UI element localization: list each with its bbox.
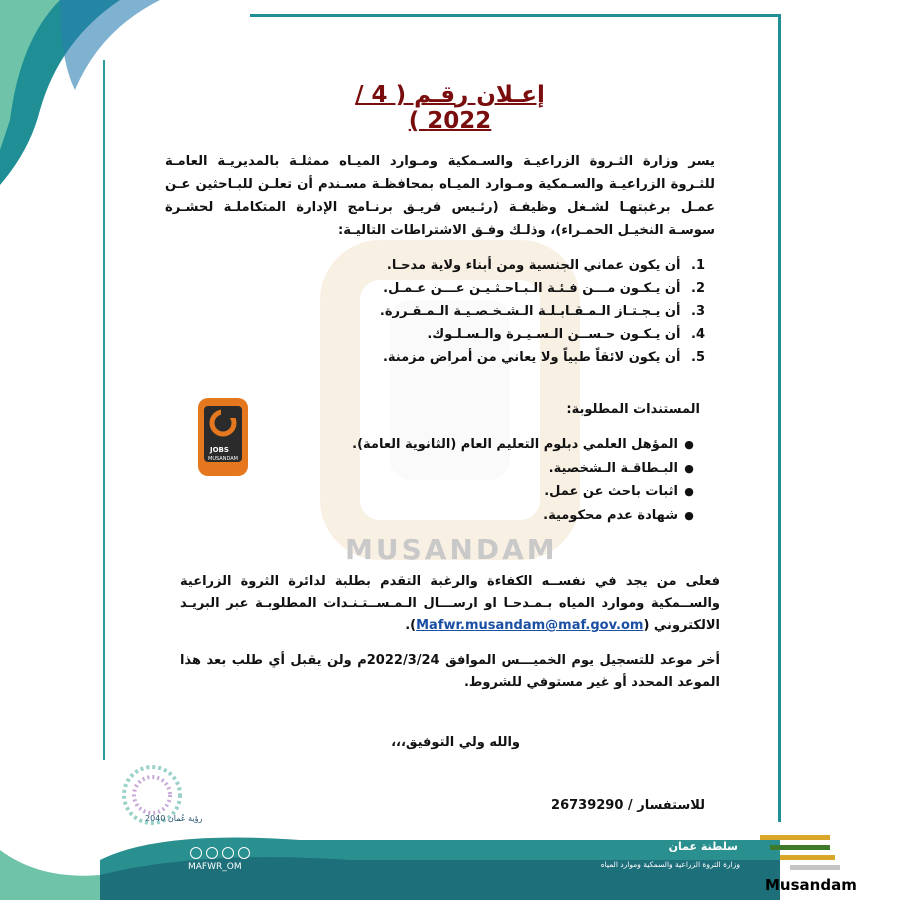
condition-text: أن يـجـتـاز الـمـقـابـلـة الـشـخـصـيـة الـمـقـررة. — [379, 304, 681, 319]
facebook-icon[interactable] — [238, 847, 250, 859]
social-icons — [190, 847, 250, 859]
jobs-musandam-badge — [198, 398, 248, 476]
application-paragraph — [180, 571, 720, 637]
sultanate-name: سلطنة عمان — [668, 840, 738, 853]
condition-number: 2. — [691, 281, 705, 296]
condition-number: 4. — [691, 327, 705, 342]
conditions-list — [205, 254, 705, 369]
bullet-icon: ● — [684, 438, 694, 451]
bullet-icon: ● — [684, 508, 694, 522]
document-text: شهادة عدم محكومية. — [543, 507, 678, 523]
email-link[interactable]: Mafwr.musandam@maf.gov.om — [416, 618, 644, 633]
condition-number: 3. — [691, 304, 705, 319]
document-item — [250, 433, 700, 457]
condition-item — [205, 277, 705, 300]
condition-item — [205, 346, 705, 369]
condition-item — [205, 300, 705, 323]
bullet-icon: ● — [684, 485, 694, 498]
instagram-icon[interactable] — [190, 847, 202, 859]
condition-number: 1. — [691, 258, 705, 273]
document-text: اثبات باحث عن عمل. — [544, 484, 678, 499]
badge-jobs-label: JOBS — [210, 446, 229, 454]
condition-text: أن يكون لائقاً طبياً ولا يعاني من أمراض مزمنة. — [382, 350, 681, 365]
ministry-name: وزارة الثروة الزراعية والسمكية وموارد المياه — [600, 860, 740, 869]
vision-text: رؤية عُمان 2040 — [145, 814, 203, 823]
deadline-paragraph: أخر موعد للتسجيل يوم الخميـــس الموافق 2022/3/24م ولن يقبل أي طلب بعد هذا الموعد المحدد أو غير مستوفي للشروط. — [180, 653, 721, 690]
condition-text: أن يكون عماني الجنسية ومن أبناء ولاية مدحـا. — [386, 258, 681, 273]
application-text: فعلى من يجد في نفســه الكفاءة والرغبة التقدم بطلبة لدائرة الثروة الزراعية والســمكية وموارد المياه بـمـدحـا او ارســـال الـمـســتـنـدات المطلوبـة عبر البريـد الالكتروني ( — [180, 574, 720, 633]
inquiry-phone: للاستفسار / 26739290 — [551, 798, 705, 813]
condition-text: أن يـكـون حـســن الـسـيـرة والـسـلـوك. — [427, 327, 681, 342]
document-item — [250, 480, 700, 504]
musandam-watermark-logo: Musandam — [765, 876, 857, 894]
twitter-icon[interactable] — [222, 847, 234, 859]
social-handle: MAFWR_OM — [188, 862, 242, 872]
document-text: البـطاقـة الـشخصية. — [548, 460, 678, 476]
watermark-text: MUSANDAM — [345, 533, 558, 566]
document-text: المؤهل العلمي دبلوم التعليم العام (الثانوية العامة). — [352, 437, 678, 452]
youtube-icon[interactable] — [206, 847, 218, 859]
bullet-icon: ● — [684, 461, 694, 475]
frame-right-line — [778, 14, 781, 822]
condition-text: أن يـكـون مـــن فـئـة الـبـاحـثـيـن عـــن عـمـل. — [383, 281, 681, 296]
condition-item — [205, 254, 705, 277]
documents-heading: المستندات المطلوبة: — [566, 402, 700, 417]
badge-inner — [204, 406, 242, 462]
condition-number: 5. — [691, 350, 705, 365]
condition-item — [205, 323, 705, 346]
wrench-icon — [204, 406, 242, 442]
closing-line: والله ولي التوفيق،،، — [391, 735, 520, 750]
document-item — [250, 504, 700, 528]
announcement-title: إعـلان رقـم ( 4 / 2022 ) — [355, 82, 545, 134]
document-item — [250, 457, 700, 481]
frame-top-line — [250, 14, 780, 17]
intro-paragraph: يسر وزارة الثـروة الزراعيـة والسـمكية ومـوارد الميـاه ممثلـة بالمديريـة العامـة للثـروة الزراعيـة والسـمكية ومـوارد الميـاه بمحافظـة مسـندم أن تعلـن للبـاحثين عـن عمـل برغبتهـا لشـغل وظيفـة (رئـيس فريـق برنـامج الإدارة المتكاملـة لحشـرة سوسـة النخيـل الحمـراء)، وذلـك وفـق الاشتراطات التاليـة: — [165, 154, 715, 238]
documents-list — [250, 433, 700, 527]
badge-name-label: MUSANDAM — [208, 456, 238, 462]
frame-left-line — [103, 60, 105, 760]
application-end: ). — [405, 618, 417, 633]
